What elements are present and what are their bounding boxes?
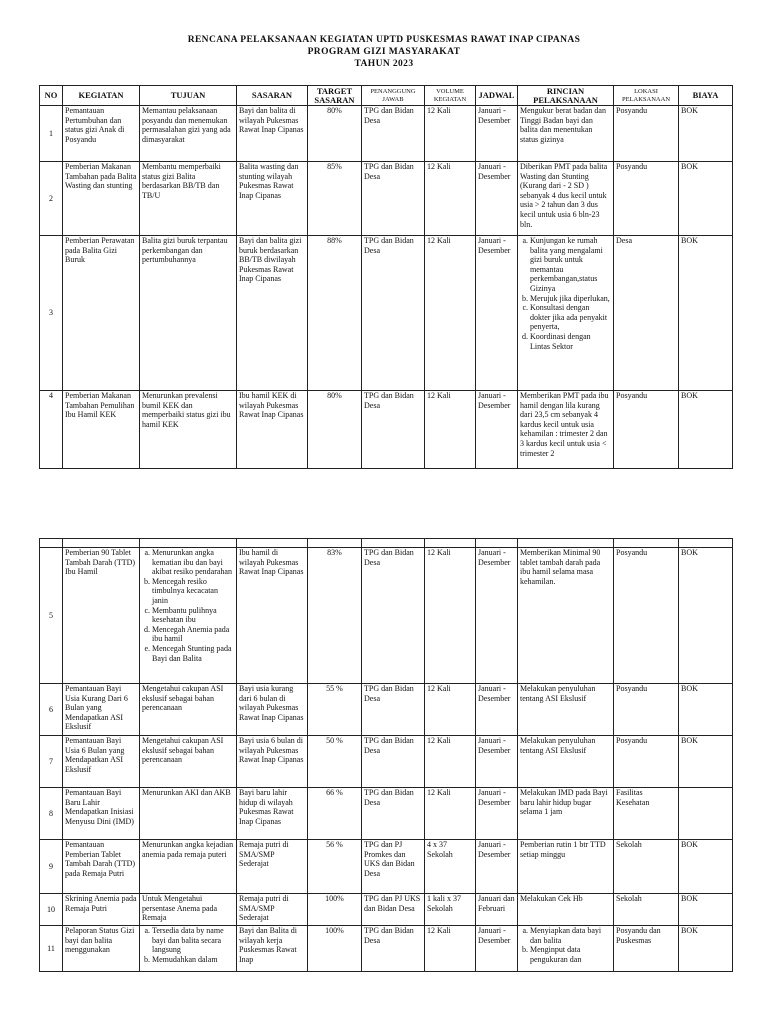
plan-table-page-1 — [39, 85, 733, 469]
row-rincian: Melakukan IMD pada Bayi baru lahir hidup bugar selama 1 jam — [518, 788, 614, 840]
col-header-biaya: BIAYA — [679, 86, 733, 106]
row-no: 2 — [40, 162, 63, 236]
row-kegiatan: Pemantauan Pertumbuhan dan status gizi Anak di Posyandu — [63, 106, 140, 162]
row-jadwal: Januari - Desember — [476, 106, 518, 162]
col-header-no: NO — [40, 86, 63, 106]
table-row — [40, 684, 733, 736]
table-header-row — [40, 86, 733, 106]
table-continuation-row — [40, 539, 733, 548]
row-jadwal: Januari - Desember — [476, 391, 518, 469]
row-sasaran: Bayi baru lahir hidup di wilayah Pukesmas Rawat Inap Cipanas — [237, 788, 308, 840]
table-row — [40, 236, 733, 391]
row-biaya: BOK — [679, 894, 733, 926]
row-target: 88% — [308, 236, 362, 391]
rincian-item: b. Menginput data pengukuran dan — [530, 945, 611, 964]
table-row — [40, 391, 733, 469]
row-biaya: BOK — [679, 162, 733, 236]
row-penanggung: TPG dan Bidan Desa — [362, 926, 425, 972]
row-kegiatan: Skrining Anemia pada Remaja Putri — [63, 894, 140, 926]
page-title: RENCANA PELAKSANAAN KEGIATAN UPTD PUSKESMAS RAWAT INAP CIPANAS — [187, 35, 581, 45]
row-jadwal: Januari dan Februari — [476, 894, 518, 926]
row-volume: 12 Kali — [425, 736, 476, 788]
tujuan-item: d. Mencegah Anemia pada ibu hamil — [152, 625, 234, 644]
row-sasaran: Ibu hamil di wilayah Pukesmas Rawat Inap Cipanas — [237, 548, 308, 684]
row-volume: 12 Kali — [425, 684, 476, 736]
row-rincian: Memberikan PMT pada ibu hamil dengan lila kurang dari 23,5 cm sebanyak 4 kardus kecil untuk usia kehamilan : trimester 2 dan 3 kardus kecil untuk usia < trimester 2 — [518, 391, 614, 469]
row-kegiatan: Pemantauan Bayi Usia Kurang Dari 6 Bulan yang Mendapatkan ASI Ekslusif — [63, 684, 140, 736]
row-rincian: Melakukan Cek Hb — [518, 894, 614, 926]
row-rincian: Mengukur berat badan dan Tinggi Badan bayi dan balita dan menentukan status gizinya — [518, 106, 614, 162]
row-target: 55 % — [308, 684, 362, 736]
row-no: 7 — [40, 736, 63, 788]
row-volume: 12 Kali — [425, 106, 476, 162]
row-volume: 12 Kali — [425, 548, 476, 684]
row-target: 80% — [308, 106, 362, 162]
row-no: 3 — [40, 236, 63, 391]
row-sasaran: Ibu hamil KEK di wilayah Pukesmas Rawat Inap Cipanas — [237, 391, 308, 469]
row-lokasi: Posyandu — [614, 736, 679, 788]
row-kegiatan: Pemantauan Bayi Baru Lahir Mendapatkan Inisiasi Menyusu Dini (IMD) — [63, 788, 140, 840]
row-biaya: BOK — [679, 736, 733, 788]
row-sasaran: Bayi usia kurang dari 6 bulan di wilayah Pukesmas Rawat Inap Cipanas — [237, 684, 308, 736]
rincian-item: b. Merujuk jika diperlukan, — [530, 294, 611, 304]
row-lokasi: Posyandu dan Puskesmas — [614, 926, 679, 972]
table-row — [40, 788, 733, 840]
row-lokasi: Sekolah — [614, 894, 679, 926]
col-header-jadwal: JADWAL — [476, 86, 518, 106]
row-biaya: BOK — [679, 236, 733, 391]
table-row — [40, 162, 733, 236]
row-tujuan-list — [140, 926, 237, 972]
row-penanggung: TPG dan Bidan Desa — [362, 788, 425, 840]
table-row — [40, 926, 733, 972]
row-volume: 12 Kali — [425, 391, 476, 469]
rincian-item: a. Kunjungan ke rumah balita yang mengalami gizi buruk untuk memantau perkembangan,status Gizinya — [530, 236, 611, 294]
row-lokasi: Posyandu — [614, 391, 679, 469]
row-penanggung: TPG dan PJ UKS dan Bidan Desa — [362, 894, 425, 926]
row-volume: 1 kali x 37 Sekolah — [425, 894, 476, 926]
row-jadwal: Januari - Desember — [476, 926, 518, 972]
row-jadwal: Januari - Desember — [476, 736, 518, 788]
row-target: 56 % — [308, 840, 362, 894]
row-biaya: BOK — [679, 926, 733, 972]
col-header-tujuan: TUJUAN — [140, 86, 237, 106]
row-kegiatan: Pemantauan Pemberian Tablet Tambah Darah (TTD) pada Remaja Putri — [63, 840, 140, 894]
row-lokasi: Sekolah — [614, 840, 679, 894]
row-tujuan: Memantau pelaksanaan posyandu dan menemukan permasalahan gizi yang ada dimasyarakat — [140, 106, 237, 162]
row-no: 6 — [40, 684, 63, 736]
row-biaya: BOK — [679, 548, 733, 684]
row-no: 10 — [40, 894, 63, 926]
row-volume: 12 Kali — [425, 788, 476, 840]
row-kegiatan: Pemantauan Bayi Usia 6 Bulan yang Mendapatkan ASI Ekslusif — [63, 736, 140, 788]
tujuan-item: a. Tersedia data by name bayi dan balita secara langsung — [152, 926, 234, 955]
row-rincian-list — [518, 926, 614, 972]
table-row — [40, 736, 733, 788]
table-row — [40, 106, 733, 162]
row-tujuan: Mengetahui cakupan ASI ekslusif sebagai bahan perencanaan — [140, 684, 237, 736]
row-volume: 12 Kali — [425, 162, 476, 236]
row-sasaran: Bayi dan Balita di wilayah kerja Puskesmas Rawat Inap — [237, 926, 308, 972]
row-tujuan-list — [140, 548, 237, 684]
row-sasaran: Bayi dan balita di wilayah Pukesmas Rawat Inap Cipanas — [237, 106, 308, 162]
table-row — [40, 894, 733, 926]
row-lokasi: Fasilitas Kesehatan — [614, 788, 679, 840]
row-biaya: BOK — [679, 840, 733, 894]
row-jadwal: Januari - Desember — [476, 840, 518, 894]
row-penanggung: TPG dan Bidan Desa — [362, 736, 425, 788]
row-penanggung: TPG dan Bidan Desa — [362, 106, 425, 162]
row-tujuan: Menurunkan prevalensi bumil KEK dan memperbaiki status gizi ibu hamil KEK — [140, 391, 237, 469]
row-biaya: BOK — [679, 391, 733, 469]
page-subtitle: PROGRAM GIZI MASYARAKAT — [307, 47, 461, 57]
row-jadwal: Januari - Desember — [476, 548, 518, 684]
row-lokasi: Posyandu — [614, 162, 679, 236]
row-sasaran: Remaja putri di SMA/SMP Sederajat — [237, 840, 308, 894]
col-header-kegiatan: KEGIATAN — [63, 86, 140, 106]
row-no: 9 — [40, 840, 63, 894]
row-biaya — [679, 788, 733, 840]
col-header-lokasi: LOKASI PELAKSANAAN — [614, 86, 679, 106]
page-year: TAHUN 2023 — [354, 59, 414, 69]
row-no: 8 — [40, 788, 63, 840]
rincian-item: c. Konsultasi dengan dokter jika ada penyakit penyerta, — [530, 303, 611, 332]
row-rincian: Diberikan PMT pada balita Wasting dan Stunting (Kurang dari - 2 SD ) sebanyak 4 dus kecil untuk usia > 2 tahun dan 3 dus kecil untuk usia 6 bln-23 bln. — [518, 162, 614, 236]
row-rincian-list — [518, 236, 614, 391]
row-tujuan: Menurunkan AKI dan AKB — [140, 788, 237, 840]
row-jadwal: Januari - Desember — [476, 788, 518, 840]
row-target: 100% — [308, 926, 362, 972]
row-biaya: BOK — [679, 684, 733, 736]
row-rincian: Pemberian rutin 1 btr TTD setiap minggu — [518, 840, 614, 894]
row-lokasi: Posyandu — [614, 684, 679, 736]
rincian-item: a. Menyiapkan data bayi dan balita — [530, 926, 611, 945]
tujuan-item: a. Menurunkan angka kematian ibu dan bayi akibat resiko pendarahan — [152, 548, 234, 577]
row-volume: 12 Kali — [425, 236, 476, 391]
col-header-volume: VOLUME KEGIATAN — [425, 86, 476, 106]
row-volume: 4 x 37 Sekolah — [425, 840, 476, 894]
row-tujuan: Mengetahui cakupan ASI ekslusif sebagai bahan perencanaan — [140, 736, 237, 788]
row-kegiatan: Pemberian Perawatan pada Balita Gizi Buruk — [63, 236, 140, 391]
row-tujuan: Balita gizi buruk terpantau perkembangan dan pertumbuhannya — [140, 236, 237, 391]
row-target: 80% — [308, 391, 362, 469]
row-target: 83% — [308, 548, 362, 684]
row-penanggung: TPG dan Bidan Desa — [362, 548, 425, 684]
tujuan-item: b. Mencegah resiko timbulnya kecacatan janin — [152, 577, 234, 606]
row-rincian-continued — [518, 539, 614, 548]
row-kegiatan: Pemberian Makanan Tambahan Pemulihan Ibu Hamil KEK — [63, 391, 140, 469]
row-penanggung: TPG dan Bidan Desa — [362, 162, 425, 236]
tujuan-item: c. Membantu pulihnya kesehatan ibu — [152, 606, 234, 625]
row-biaya: BOK — [679, 106, 733, 162]
col-header-sasaran: SASARAN — [237, 86, 308, 106]
row-penanggung: TPG dan Bidan Desa — [362, 391, 425, 469]
plan-table-page-2 — [39, 538, 733, 972]
row-rincian: Melakukan penyuluhan tentang ASI Ekslusif — [518, 684, 614, 736]
rincian-item: d. Koordinasi dengan Lintas Sektor — [530, 332, 611, 351]
row-kegiatan: Pemberian Makanan Tambahan pada Balita Wasting dan stunting — [63, 162, 140, 236]
row-tujuan: Untuk Mengetahui persentase Anema pada Remaja — [140, 894, 237, 926]
table-row — [40, 840, 733, 894]
row-target: 100% — [308, 894, 362, 926]
row-lokasi: Posyandu — [614, 106, 679, 162]
row-target: 85% — [308, 162, 362, 236]
row-tujuan: Menurunkan angka kejadian anemia pada remaja puteri — [140, 840, 237, 894]
row-no: 11 — [40, 926, 63, 972]
row-rincian: Memberikan Minimal 90 tablet tambah darah pada ibu hamil selama masa kehamilan. — [518, 548, 614, 684]
row-jadwal: Januari - Desember — [476, 236, 518, 391]
row-no: 1 — [40, 106, 63, 162]
row-penanggung: TPG dan PJ Promkes dan UKS dan Bidan Desa — [362, 840, 425, 894]
row-tujuan: Membantu memperbaiki status gizi Balita berdasarkan BB/TB dan TB/U — [140, 162, 237, 236]
tujuan-item: e. Mencegah Stunting pada Bayi dan Balita — [152, 644, 234, 663]
row-target: 66 % — [308, 788, 362, 840]
row-target: 50 % — [308, 736, 362, 788]
col-header-penanggung: PENANGGUNG JAWAB — [362, 86, 425, 106]
tujuan-item: b. Memudahkan dalam — [152, 955, 234, 965]
row-sasaran: Remaja putri di SMA/SMP Sederajat — [237, 894, 308, 926]
row-volume: 12 Kali — [425, 926, 476, 972]
row-sasaran: Bayi usia 6 bulan di wilayah Pukesmas Rawat Inap Cipanas — [237, 736, 308, 788]
row-no: 4 — [40, 391, 63, 469]
col-header-rincian: RINCIAN PELAKSANAAN — [518, 86, 614, 106]
col-header-target: TARGET SASARAN — [308, 86, 362, 106]
row-jadwal: Januari - Desember — [476, 684, 518, 736]
row-penanggung: TPG dan Bidan Desa — [362, 236, 425, 391]
row-kegiatan: Pemberian 90 Tablet Tambah Darah (TTD) Ibu Hamil — [63, 548, 140, 684]
row-jadwal: Januari - Desember — [476, 162, 518, 236]
row-kegiatan: Pelaporan Status Gizi bayi dan balita menggunakan — [63, 926, 140, 972]
table-row — [40, 548, 733, 684]
row-sasaran: Balita wasting dan stunting wilayah Pukesmas Rawat Inap Cipanas — [237, 162, 308, 236]
row-sasaran: Bayi dan balita gizi buruk berdasarkan BB/TB diwilayah Pukesmas Rawat Inap Cipanas — [237, 236, 308, 391]
row-penanggung: TPG dan Bidan Desa — [362, 684, 425, 736]
row-lokasi: Posyandu — [614, 548, 679, 684]
row-no: 5 — [40, 548, 63, 684]
row-rincian: Melakukan penyuluhan tentang ASI Ekslusif — [518, 736, 614, 788]
row-lokasi: Desa — [614, 236, 679, 391]
